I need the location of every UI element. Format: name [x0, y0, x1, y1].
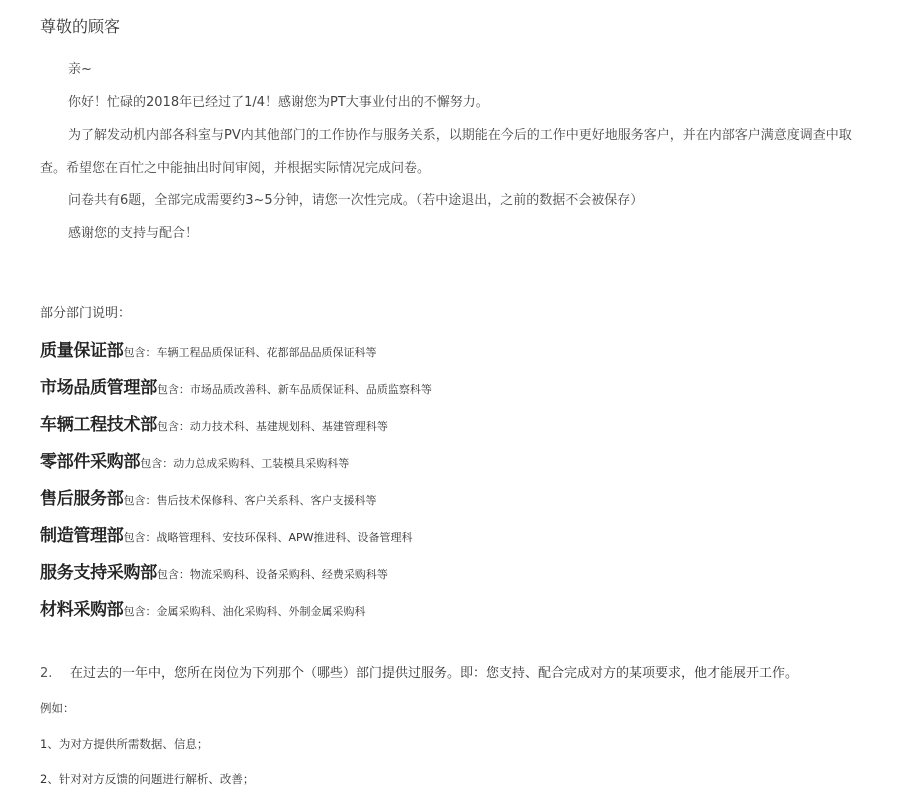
department-intro: 部分部门说明：: [40, 306, 132, 321]
department-name: 市场品质管理部: [40, 378, 157, 398]
department-includes: 包含：市场品质改善科、新车品质保证科、品质监察科等: [156, 383, 432, 396]
department-item: [40, 558, 388, 583]
example-item: 2、针对对方反馈的问题进行解析、改善；: [40, 772, 255, 786]
department-name: 零部件采购部: [40, 452, 141, 472]
paragraph-duration: 问卷共有6题，全部完成需要约3~5分钟，请您一次性完成。（若中途退出，之前的数据不会被保存）: [68, 193, 644, 208]
department-includes: 包含：物流采购科、设备采购科、经费采购科等: [156, 568, 388, 581]
department-includes: 包含：战略管理科、安技环保科、APW推进科、设备管理科: [123, 531, 413, 544]
question-text: 在过去的一年中，您所在岗位为下列那个（哪些）部门提供过服务。即：您支持、配合完成对方的某项要求，他才能展开工作。: [70, 666, 799, 681]
paragraph-dear: 亲~: [68, 62, 92, 77]
paragraph-thanks: 感谢您的支持与配合！: [68, 226, 199, 241]
department-item: [40, 410, 388, 435]
department-name: 车辆工程技术部: [40, 415, 157, 435]
department-item: [40, 484, 377, 509]
department-name: 服务支持采购部: [40, 563, 157, 583]
department-item: [40, 447, 349, 472]
example-item: 1、为对方提供所需数据、信息；: [40, 737, 209, 751]
paragraph-hello: 你好！忙碌的2018年已经过了1/4！感谢您为PT大事业付出的不懈努力。: [68, 95, 489, 110]
example-label: 例如：: [40, 701, 75, 715]
question-number: 2.: [40, 666, 53, 681]
department-item: [40, 521, 413, 546]
department-includes: 包含：金属采购科、油化采购科、外制金属采购科: [123, 605, 366, 618]
department-includes: 包含：动力总成采购科、工装模具采购科等: [140, 457, 350, 470]
department-includes: 包含：动力技术科、基建规划科、基建管理科等: [156, 420, 388, 433]
paragraph-purpose-line1: 为了解发动机内部各科室与PV内其他部门的工作协作与服务关系，以期能在今后的工作中更好地服务客户，并在内部客户满意度调查中取: [68, 128, 852, 143]
department-name: 质量保证部: [40, 341, 124, 361]
department-item: [40, 595, 366, 620]
department-includes: 包含：售后技术保修科、客户关系科、客户支援科等: [123, 494, 377, 507]
department-item: [40, 336, 377, 361]
question-2: [40, 662, 798, 681]
department-item: [40, 373, 432, 398]
greeting: 尊敬的顾客: [40, 17, 121, 36]
department-name: 制造管理部: [40, 526, 124, 546]
department-name: 材料采购部: [40, 600, 124, 620]
paragraph-purpose-line2: 查。希望您在百忙之中能抽出时间审阅，并根据实际情况完成问卷。: [40, 161, 431, 176]
department-includes: 包含：车辆工程品质保证科、花都部品品质保证科等: [123, 346, 377, 359]
department-name: 售后服务部: [40, 489, 124, 509]
